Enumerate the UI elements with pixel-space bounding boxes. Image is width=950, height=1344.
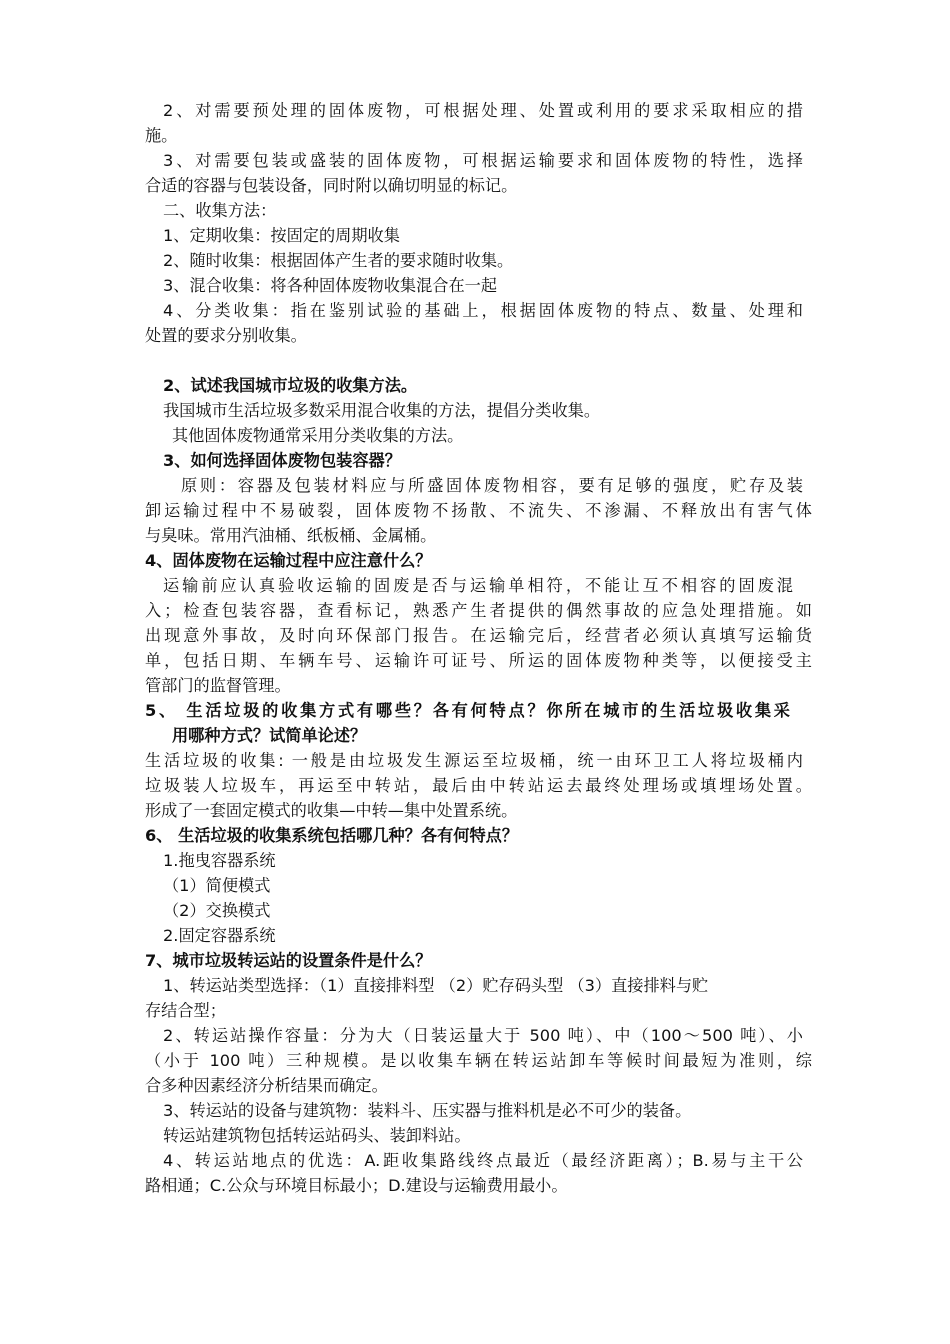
text-line: 垃圾装人垃圾车，再运至中转站，最后由中转站运去最终处理场或填埋场处置。 — [145, 776, 812, 795]
text-line: 转运站建筑物包括转运站码头、装卸料站。 — [163, 1126, 471, 1145]
section-heading: 二、收集方法： — [163, 201, 277, 220]
text-line: 与臭味。常用汽油桶、纸板桶、金属桶。 — [145, 526, 437, 545]
text-line: 1、定期收集：按固定的周期收集 — [163, 226, 400, 245]
text-line: 运输前应认真验收运输的固废是否与运输单相符，不能让互不相容的固废混 — [163, 576, 793, 595]
text-line: 单，包括日期、车辆车号、运输许可证号、所运的固体废物种类等，以便接受主 — [145, 651, 812, 670]
text-line: 其他固体废物通常采用分类收集的方法。 — [172, 426, 464, 445]
text-line: 1、转运站类型选择：（1）直接排料型 （2）贮存码头型 （3）直接排料与贮 — [163, 976, 709, 995]
question-heading: 3、如何选择固体废物包装容器？ — [163, 451, 401, 470]
text-line: 3、混合收集：将各种固体废物收集混合在一起 — [163, 276, 498, 295]
question-heading: 5、 生活垃圾的收集方式有哪些？各有何特点？你所在城市的生活垃圾收集采 — [145, 701, 790, 720]
question-heading: 用哪种方式？试简单论述？ — [172, 726, 367, 745]
question-heading: 2、试述我国城市垃圾的收集方法。 — [163, 376, 418, 395]
list-item: （2）交换模式 — [163, 901, 271, 920]
text-line: 2、随时收集：根据固体产生者的要求随时收集。 — [163, 251, 514, 270]
list-item: （1）简便模式 — [163, 876, 271, 895]
list-item: 2.固定容器系统 — [163, 926, 276, 945]
text-line: 合适的容器与包装设备，同时附以确切明显的标记。 — [145, 176, 518, 195]
text-line: 4、分类收集：指在鉴别试验的基础上，根据固体废物的特点、数量、处理和 — [163, 301, 803, 320]
text-line: 合多种因素经济分析结果而确定。 — [145, 1076, 388, 1095]
text-line: 2、对需要预处理的固体废物，可根据处理、处置或利用的要求采取相应的措 — [163, 101, 803, 120]
question-heading: 6、 生活垃圾的收集系统包括哪几种？各有何特点？ — [145, 826, 519, 845]
text-line: （小于 100 吨）三种规模。是以收集车辆在转运站卸车等候时间最短为准则，综 — [145, 1051, 812, 1070]
text-line: 施。 — [145, 126, 178, 145]
text-line: 存结合型； — [145, 1001, 226, 1020]
text-line: 出现意外事故，及时向环保部门报告。在运输完后，经营者必须认真填写运输货 — [145, 626, 812, 645]
text-line: 形成了一套固定模式的收集—中转—集中处置系统。 — [145, 801, 518, 820]
text-line: 4、转运站地点的优选：A.距收集路线终点最近（最经济距离）；B.易与主干公 — [163, 1151, 803, 1170]
text-line: 2、转运站操作容量：分为大（日装运量大于 500 吨）、中（100～500 吨）、小 — [163, 1026, 803, 1045]
text-line: 3、转运站的设备与建筑物：装料斗、压实器与推料机是必不可少的装备。 — [163, 1101, 692, 1120]
text-line: 生活垃圾的收集: 一般是由垃圾发生源运至垃圾桶，统一由环卫工人将垃圾桶内 — [145, 751, 803, 770]
list-item: 1.拖曳容器系统 — [163, 851, 276, 870]
text-line: 管部门的监督管理。 — [145, 676, 291, 695]
text-line: 我国城市生活垃圾多数采用混合收集的方法，提倡分类收集。 — [163, 401, 601, 420]
question-heading: 4、固体废物在运输过程中应注意什么？ — [145, 551, 432, 570]
text-line: 路相通；C.公众与环境目标最小；D.建设与运输费用最小。 — [145, 1176, 568, 1195]
text-line: 3、对需要包装或盛装的固体废物，可根据运输要求和固体废物的特性，选择 — [163, 151, 803, 170]
text-line: 卸运输过程中不易破裂，固体废物不扬散、不流失、不渗漏、不释放出有害气体 — [145, 501, 812, 520]
text-line: 原则：容器及包装材料应与所盛固体废物相容，要有足够的强度，贮存及装 — [181, 476, 803, 495]
question-heading: 7、城市垃圾转运站的设置条件是什么？ — [145, 951, 432, 970]
text-line: 处置的要求分别收集。 — [145, 326, 307, 345]
text-line: 入；检查包装容器，查看标记，熟悉产生者提供的偶然事故的应急处理措施。如 — [145, 601, 812, 620]
